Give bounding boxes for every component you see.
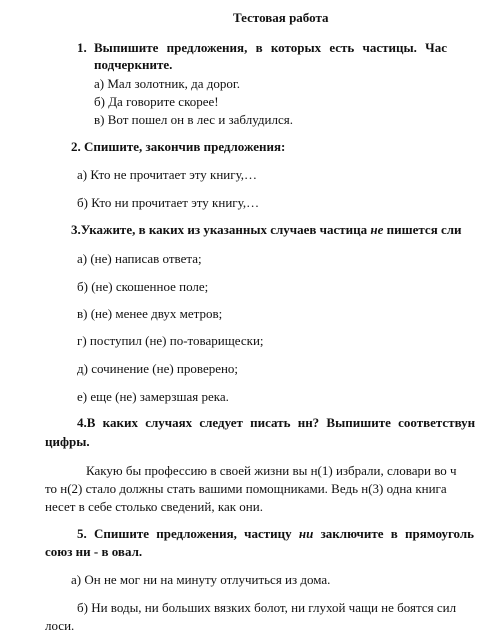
q4-paragraph-line1: Какую бы профессию в своей жизни вы н(1) избрали, словари во ч (86, 463, 457, 478)
q3-item-c: в) (не) менее двух метров; (77, 306, 223, 321)
q1-item-b: б) Да говорите скорее! (94, 94, 219, 109)
q3-item-d: г) поступил (не) по-товарищески; (77, 333, 264, 348)
q3-item-b: б) (не) скошенное поле; (77, 279, 209, 294)
q3-item-a: а) (не) написав ответа; (77, 251, 202, 266)
q2-text: 2. Спишите, закончив предложения: (71, 139, 286, 154)
q5-text-word: ни (298, 526, 314, 541)
q4-paragraph-line3: несет в себе столько сведений, как они. (45, 499, 263, 514)
q3-item-f: е) еще (не) замерзшая река. (77, 389, 229, 404)
q4-text-line1: 4.В каких случаях следует писать нн? Выпишите соответствун (77, 415, 476, 430)
q5-text-before: 5. Спишите предложения, частицу (77, 526, 299, 541)
q1-item-a: а) Мал золотник, да дорог. (94, 76, 241, 91)
q5-item-b-line2: лоси. (45, 618, 75, 633)
q3-text-before: 3.Укажите, в каких из указанных случаев частица (71, 222, 371, 237)
q3-text (71, 222, 462, 238)
q5-text-line2: союз ни - в овал. (45, 544, 143, 559)
document-title: Тестовая работа (233, 10, 329, 25)
q2-item-a: а) Кто не прочитает эту книгу,… (77, 167, 258, 182)
q3-item-e: д) сочинение (не) проверено; (77, 361, 239, 376)
q4-paragraph-line2: то н(2) стало должны стать вашими помощниками. Ведь н(3) одна книга (45, 481, 447, 496)
q2-item-b: б) Кто ни прочитает эту книгу,… (77, 195, 260, 210)
q5-text-after: заключите в прямоуголь (313, 526, 475, 541)
q1-item-c: в) Вот пошел он в лес и заблудился. (94, 112, 293, 127)
q3-text-word: не (370, 222, 384, 237)
q5-item-a: а) Он не мог ни на минуту отлучиться из дома. (71, 572, 331, 587)
q5-text-line1 (77, 526, 474, 542)
q1-number: 1. (77, 40, 87, 55)
q4-text-line2: цифры. (45, 434, 90, 449)
q3-text-after: пишется сли (383, 222, 462, 237)
q1-text-line1: Выпишите предложения, в которых есть частицы. Час (94, 40, 447, 55)
q1-text-line2: подчеркните. (94, 57, 173, 72)
q5-item-b-line1: б) Ни воды, ни больших вязких болот, ни глухой чащи не боятся сил (77, 600, 457, 615)
